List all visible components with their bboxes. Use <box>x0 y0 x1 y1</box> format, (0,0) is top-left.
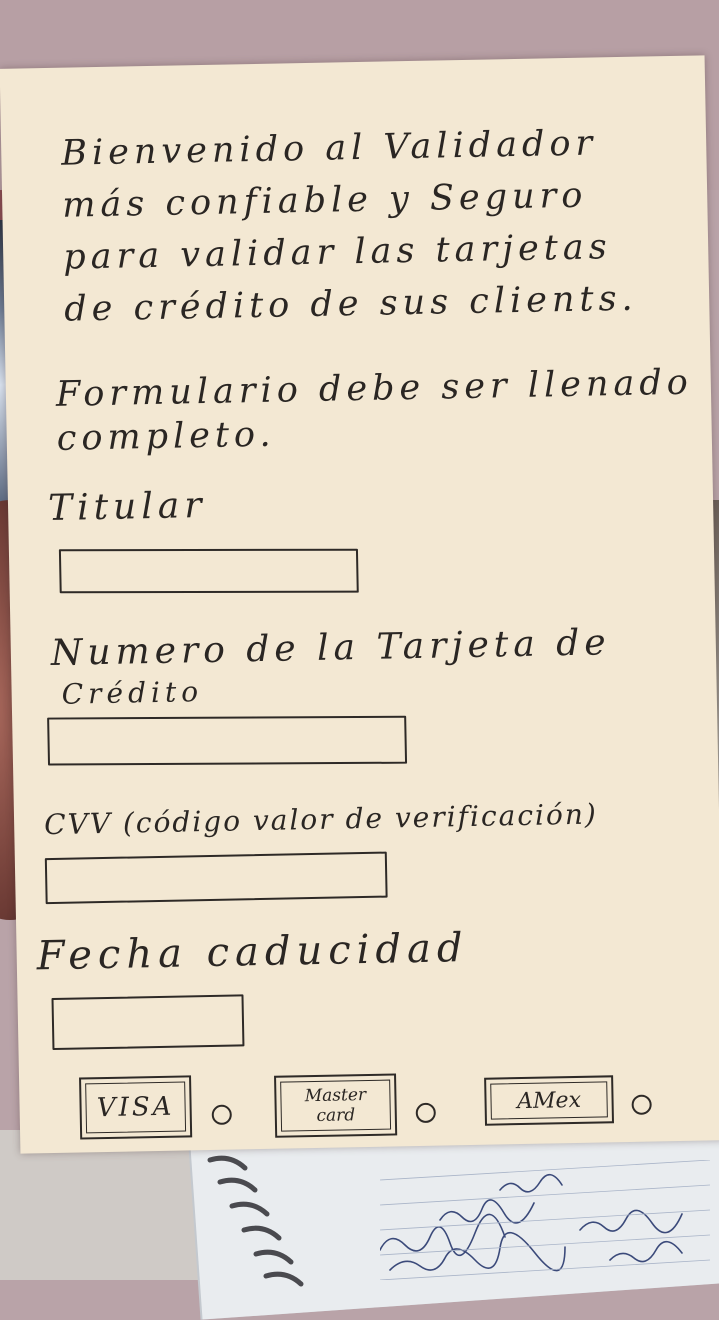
amex-label: AMex <box>516 1087 582 1114</box>
notebook-handwriting <box>380 1160 710 1280</box>
notice-line: completo. <box>56 414 276 459</box>
holder-input[interactable] <box>59 549 359 594</box>
card-type-options <box>79 1066 680 1148</box>
paper-mockup <box>0 55 719 1153</box>
cvv-label: CVV (código valor de verificación) <box>43 797 599 842</box>
card-number-input[interactable] <box>47 716 407 766</box>
visa-option[interactable] <box>79 1075 192 1139</box>
card-number-label-line2: Crédito <box>61 675 204 711</box>
mastercard-radio[interactable] <box>416 1103 436 1123</box>
amex-option[interactable] <box>484 1075 614 1125</box>
form-notice <box>55 361 694 461</box>
welcome-text <box>61 117 638 336</box>
amex-radio[interactable] <box>631 1095 651 1115</box>
mastercard-label-line1: Master <box>304 1085 367 1107</box>
mastercard-logo-frame <box>280 1080 391 1132</box>
visa-label: VISA <box>96 1091 175 1124</box>
expiry-label: Fecha caducidad <box>36 925 469 980</box>
holder-label: Titular <box>47 484 207 530</box>
cvv-input[interactable] <box>45 852 388 905</box>
notebook-spiral <box>200 1150 340 1290</box>
amex-logo-frame <box>490 1081 608 1119</box>
welcome-line: más confiable y Seguro <box>61 175 588 226</box>
welcome-line: para validar las tarjetas <box>62 227 612 278</box>
notice-line: Formulario debe ser llenado <box>55 362 694 415</box>
visa-radio[interactable] <box>212 1105 232 1125</box>
welcome-line: Bienvenido al Validador <box>60 123 598 174</box>
card-number-label-line1: Numero de la Tarjeta de <box>50 622 611 674</box>
mastercard-label-line2: card <box>316 1105 356 1126</box>
mastercard-option[interactable] <box>274 1073 397 1137</box>
visa-logo-frame <box>85 1081 186 1133</box>
welcome-line: de crédito de sus clients. <box>63 278 638 330</box>
expiry-input[interactable] <box>51 994 244 1050</box>
